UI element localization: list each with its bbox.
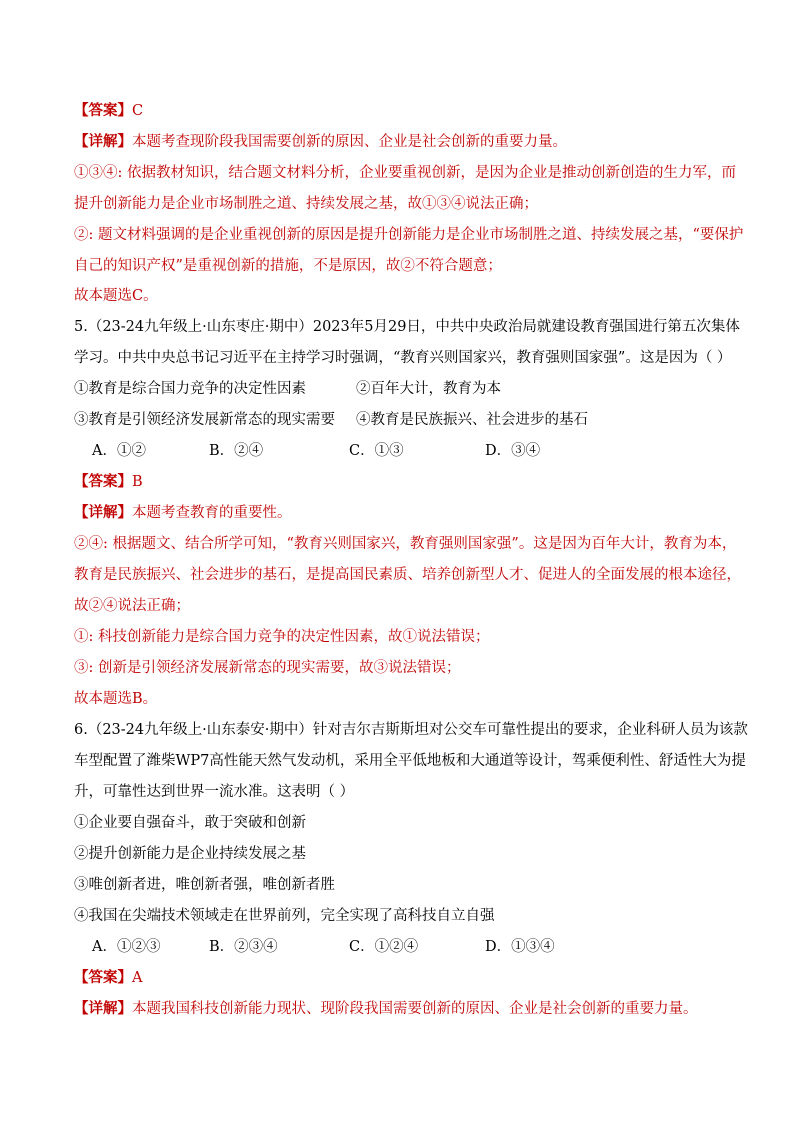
q5-option: ③教育是引领经济发展新常态的现实需要 [74,412,335,428]
q4-explanation-line: 提升创新能力是企业市场制胜之道、持续发展之基，故①③④说法正确； [74,196,538,212]
q6-stem: 车型配置了潍柴WP7高性能天然气发动机，采用全平低地板和大通道等设计，驾乘便利性、舒适性大为提 [74,753,746,769]
q4-explanation-line: ②: 题文材料强调的是企业重视创新的原因是提升创新能力是企业市场制胜之道、持续发展之基，“要保护 [74,227,744,243]
answer-tag: 【答案】 [74,102,132,119]
q5-stem: 5.（23-24九年级上·山东枣庄·期中）2023年5月29日，中共中央政治局就建设教育强国进行第五次集体 [74,319,740,335]
detail-tag: 【详解】 [74,504,132,521]
q6-option: ③唯创新者进，唯创新者强，唯创新者胜 [74,877,335,893]
detail-text: 本题我国科技创新能力现状、现阶段我国需要创新的原因、企业是社会创新的重要力量。 [132,1001,698,1017]
q6-stem: 6.（23-24九年级上·山东泰安·期中）针对吉尔吉斯斯坦对公交车可靠性提出的要求，企业科研人员为该款 [74,722,748,738]
choice-b: B．②③④ [209,939,278,955]
q6-option: ②提升创新能力是企业持续发展之基 [74,846,306,862]
q5-stem: 学习。中共中央总书记习近平在主持学习时强调，“教育兴则国家兴，教育强则国家强”。这是因为（ ） [74,350,732,366]
choice-d: D．③④ [485,443,541,459]
q5-detail [74,503,734,523]
choice-c: C．①③ [349,443,404,459]
q6-option: ①企业要自强奋斗，敢于突破和创新 [74,815,306,831]
q5-option: ④教育是民族振兴、社会进步的基石 [356,412,588,428]
answer-value: B [132,474,143,490]
answer-tag: 【答案】 [74,473,132,490]
choice-d: D．①③④ [485,939,555,955]
q6-option: ④我国在尖端技术领域走在世界前列，完全实现了高科技自立自强 [74,908,495,924]
q4-explanation-line: ①③④: 依据教材知识，结合题文材料分析，企业要重视创新，是因为企业是推动创新创造的生力军，而 [74,165,736,181]
answer-value: A [132,970,143,986]
detail-text: 本题考查现阶段我国需要创新的原因、企业是社会创新的重要力量。 [132,134,567,150]
q5-explanation-line: 故②④说法正确； [74,598,190,614]
q5-answer [74,472,734,492]
answer-tag: 【答案】 [74,969,132,986]
q6-stem: 升，可靠性达到世界一流水准。这表明（ ） [74,784,355,800]
q4-answer [74,101,734,121]
q6-detail [74,999,734,1019]
q5-option: ②百年大计，教育为本 [356,381,501,397]
q5-conclusion: 故本题选B。 [74,691,158,707]
detail-tag: 【详解】 [74,133,132,150]
q4-detail [74,132,734,152]
choice-a: A．①②③ [92,939,161,955]
q5-explanation-line: ①: 科技创新能力是综合国力竞争的决定性因素，故①说法错误； [74,629,490,645]
q5-explanation-line: ③: 创新是引领经济发展新常态的现实需要，故③说法错误； [74,660,461,676]
answer-value: C [132,103,144,119]
choice-c: C．①②④ [349,939,419,955]
q5-option: ①教育是综合国力竞争的决定性因素 [74,381,306,397]
q5-explanation-line: 教育是民族振兴、社会进步的基石，是提高国民素质、培养创新型人才、促进人的全面发展的根本途径， [74,567,741,583]
q4-conclusion: 故本题选C。 [74,288,158,304]
q4-explanation-line: 自己的知识产权”是重视创新的措施，不是原因，故②不符合题意； [74,258,502,274]
detail-text: 本题考查教育的重要性。 [132,505,292,521]
q6-answer [74,968,734,988]
q5-explanation-line: ②④: 根据题文、结合所学可知，“教育兴则国家兴，教育强则国家强”。这是因为百年大计，教育为本， [74,536,737,552]
choice-b: B．②④ [209,443,264,459]
detail-tag: 【详解】 [74,1000,132,1017]
choice-a: A．①② [92,443,146,459]
